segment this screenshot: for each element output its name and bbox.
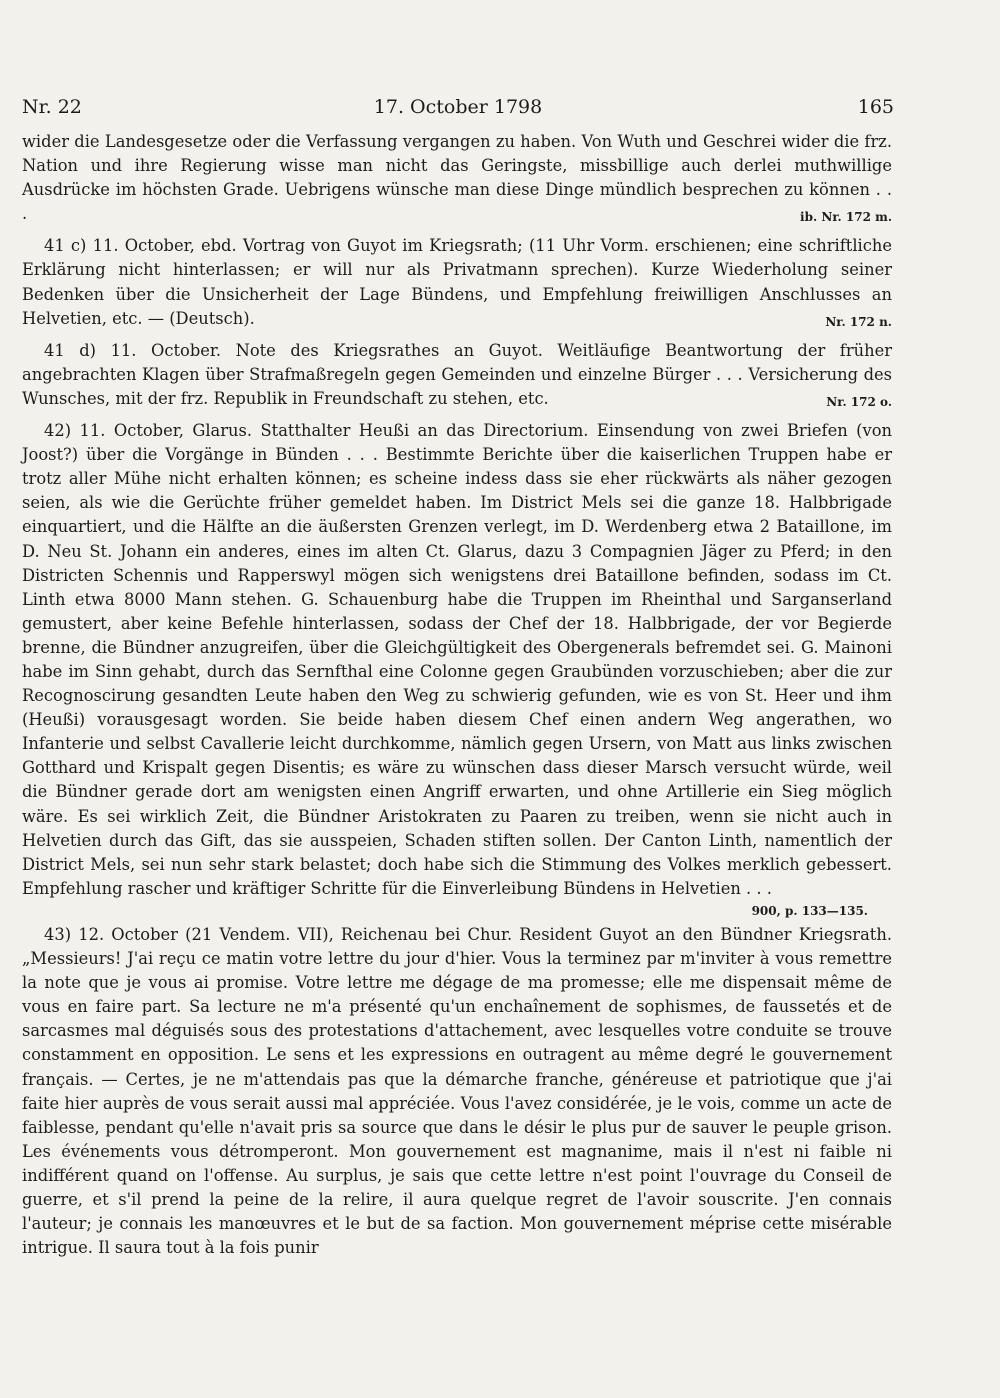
paragraph-43 xyxy=(22,923,892,1260)
paragraph-text: 42) 11. October, Glarus. Statthalter Heußi an das Directorium. Einsendung von zwei Briefen (von Joost?) über die Vorgänge in Bünden . . . Bestimmte Berichte über die kaiserlichen Truppen habe er trotz aller Mühe nicht erhalten können; es scheine indess dass sie eher rückwärts als näher gezogen seien, als wie die Gerüchte früher gemeldet haben. Im District Mels sei die ganze 18. Halbbrigade einquartiert, und die Hälfte an die äußersten Grenzen verlegt, im D. Werdenberg etwa 2 Bataillone, im D. Neu St. Johann ein anderes, eines im alten Ct. Glarus, dazu 3 Compagnien Jäger zu Pferd; in den Districten Schennis und Rapperswyl mögen sich wenigstens drei Bataillone befinden, sodass im Ct. Linth etwa 8000 Mann stehen. G. Schauenburg habe die Truppen im Rheinthal und Sarganserland gemustert, aber keine Befehle hinterlassen, sodass der Chef der 18. Halbbrigade, der vor Begierde brenne, die Bündner anzugreifen, über die Gleichgültigkeit des Obergenerals befremdet sei. G. Mainoni habe im Sinn gehabt, durch das Sernfthal eine Colonne gegen Graubünden vorzuschieben; aber die zur Recognoscirung gesandten Leute haben den Weg zu schwierig gefunden, wie es von St. Heer und ihm (Heußi) vorausgesagt worden. Sie beide haben diesem Chef einen andern Weg angerathen, wo Infanterie und selbst Cavallerie leicht durchkomme, nämlich gegen Ursern, von Matt aus links zwischen Gotthard und Krispalt gegen Disentis; es wäre zu wünschen dass dieser Marsch versucht würde, weil die Bündner gerade dort am wenigsten einen Angriff erwarten, und ohne Artillerie ein Sieg möglich wäre. Es sei wirklich Zeit, die Bündner Aristokraten zu Paaren zu treiben, wenn sie nicht auch in Helvetien durch das Gift, das sie ausspeien, Schaden stiften sollen. Der Canton Linth, namentlich der District Mels, sei nun sehr stark belastet; doch habe sich die Stimmung des Volkes merklich gebessert. Empfehlung rascher und kräftiger Schritte für die Einverleibung Bündens in Helvetien . . . xyxy=(22,421,892,898)
paragraph-text: 41 d) 11. October. Note des Kriegsrathes an Guyot. Weitläufige Beantwortung der früher angebrachten Klagen über Strafmaßregeln gegen Gemeinden und einzelne Bürger . . . Versicherung des Wunsches, mit der frz. Republik in Freundschaft zu stehen, etc. xyxy=(22,340,892,408)
source-reference: Nr. 172 o. xyxy=(826,394,892,409)
page-body xyxy=(22,130,892,1260)
paragraph-41d xyxy=(22,339,892,411)
paragraph-text: 41 c) 11. October, ebd. Vortrag von Guyot im Kriegsrath; (11 Uhr Vorm. erschienen; eine schriftliche Erklärung nicht hinterlassen; er will nur als Privatmann sprechen). Kurze Wiederholung seiner Bedenken über die Unsicherheit der Lage Bündens, und Empfehlung freiwilligen Anschlusses an Helvetien, etc. — (Deutsch). xyxy=(22,236,892,328)
paragraph-continuation xyxy=(22,130,892,226)
paragraph-text: 43) 12. October (21 Vendem. VII), Reichenau bei Chur. Resident Guyot an den Bündner Kriegsrath. „Messieurs! J'ai reçu ce matin votre lettre du jour d'hier. Vous la terminez par m'inviter à vous remettre la note que je vous ai promise. Votre lettre me dégage de ma promesse; elle me dispensait même de vous en faire part. Sa lecture ne m'a présenté qu'un enchaînement de sophismes, de faussetés et de sarcasmes mal déguisés sous des protestations d'attachement, avec lesquelles votre conduite se trouve constamment en opposition. Le sens et les expressions en outragent au même degré le gouvernement français. — Certes, je ne m'attendais pas que la démarche franche, généreuse et patriotique que j'ai faite hier auprès de vous serait aussi mal appréciée. Vous l'avez considérée, je le vois, comme un acte de faiblesse, pendant qu'elle n'avait pris sa source que dans le désir le plus pur de sauver le peuple grison. Les événements vous détromperont. Mon gouvernement est magnanime, mais il n'est ni faible ni indifférent quand on l'offense. Au surplus, je sais que cette lettre n'est point l'ouvrage du Conseil de guerre, et s'il prend la peine de la relire, il aura quelque regret de l'avoir souscrite. J'en connais l'auteur; je connais les manœuvres et le but de sa faction. Mon gouvernement méprise cette misérable intrigue. Il saura tout à la fois punir xyxy=(22,925,892,1258)
source-reference: ib. Nr. 172 m. xyxy=(800,210,892,225)
paragraph-text: wider die Landesgesetze oder die Verfassung vergangen zu haben. Von Wuth und Geschrei wider die frz. Nation und ihre Regierung wisse man nicht das Geringste, missbillige auch derlei muthwillige Ausdrücke im höchsten Grade. Uebrigens wünsche man diese Dinge mündlich besprechen zu können . . . xyxy=(22,132,892,224)
paragraph-42 xyxy=(22,419,892,923)
source-reference: 900, p. 133—135. xyxy=(751,903,868,918)
header-date: 17. October 1798 xyxy=(373,96,543,118)
paragraph-41c xyxy=(22,234,892,330)
document-number: Nr. 22 xyxy=(22,96,82,118)
running-header xyxy=(22,96,894,124)
page-number: 165 xyxy=(857,96,894,118)
source-reference: Nr. 172 n. xyxy=(825,314,892,329)
